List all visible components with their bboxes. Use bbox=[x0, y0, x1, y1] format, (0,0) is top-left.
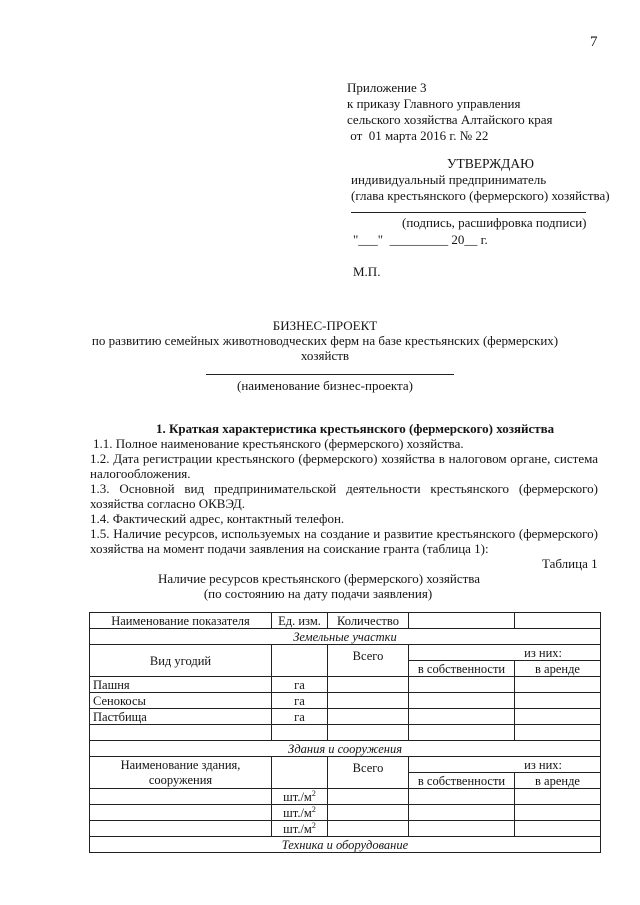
table-cell bbox=[328, 725, 409, 741]
paragraph-1-1: 1.1. Полное наименование крестьянского (фермерского) хозяйства. bbox=[93, 436, 464, 451]
table-cell bbox=[409, 789, 515, 805]
appendix-line-4: от 01 марта 2016 г. № 22 bbox=[347, 128, 489, 143]
land-header-row bbox=[90, 645, 601, 661]
paragraph-1-3: 1.3. Основной вид предпринимательской деятельности крестьянского (фермерского) хозяйства согласно ОКВЭД. bbox=[90, 481, 598, 511]
section-1-heading: 1. Краткая характеристика крестьянского (фермерского) хозяйства bbox=[156, 421, 555, 436]
table-cell bbox=[515, 789, 601, 805]
land-col-total: Всего bbox=[328, 645, 409, 677]
appendix-line-3: сельского хозяйства Алтайского края bbox=[347, 112, 553, 127]
unit-base: шт./м bbox=[283, 805, 312, 820]
table-row bbox=[90, 693, 601, 709]
table-cell bbox=[90, 725, 272, 741]
land-row-name: Пастбища bbox=[90, 709, 272, 725]
table-row bbox=[90, 805, 601, 821]
table-label: Таблица 1 bbox=[542, 556, 598, 571]
unit-exponent: 2 bbox=[311, 804, 316, 814]
section-land-label: Земельные участки bbox=[90, 629, 601, 645]
table-cell bbox=[409, 709, 515, 725]
unit-exponent: 2 bbox=[311, 820, 316, 830]
project-subtitle-1: по развитию семейных животноводческих ферм на базе крестьянских (фермерских) bbox=[91, 333, 559, 348]
table-cell bbox=[515, 677, 601, 693]
table-subtitle: (по состоянию на дату подачи заявления) bbox=[203, 586, 433, 601]
table-cell bbox=[515, 821, 601, 837]
appendix-line-1: Приложение 3 bbox=[347, 80, 427, 95]
table-cell bbox=[272, 725, 328, 741]
section-row-land bbox=[90, 629, 601, 645]
paragraph-1-4: 1.4. Фактический адрес, контактный телефон. bbox=[90, 511, 345, 526]
header-empty-cell bbox=[409, 613, 515, 629]
table-cell bbox=[328, 677, 409, 693]
table-cell bbox=[515, 709, 601, 725]
paragraph-1-5: 1.5. Наличие ресурсов, используемых на создание и развитие крестьянского (фермерского) хозяйства на момент подачи заявления на соискание гранта (таблица 1): bbox=[90, 526, 598, 556]
table-cell bbox=[409, 821, 515, 837]
table-cell bbox=[328, 709, 409, 725]
table-header-row bbox=[90, 613, 601, 629]
approval-line-1: индивидуальный предприниматель bbox=[351, 172, 547, 187]
table-cell bbox=[409, 805, 515, 821]
project-title: БИЗНЕС-ПРОЕКТ bbox=[272, 318, 378, 333]
page-number: 7 bbox=[590, 34, 598, 50]
project-subtitle-2: хозяйств bbox=[300, 348, 350, 363]
resources-table bbox=[89, 612, 601, 853]
table-cell bbox=[328, 805, 409, 821]
buildings-row-unit bbox=[272, 789, 328, 805]
land-row-name: Сенокосы bbox=[90, 693, 272, 709]
section-equipment-label: Техника и оборудование bbox=[90, 837, 601, 853]
table-row bbox=[90, 725, 601, 741]
buildings-col-total: Всего bbox=[328, 757, 409, 789]
table-cell bbox=[328, 789, 409, 805]
section-row-equipment bbox=[90, 837, 601, 853]
appendix-line-2: к приказу Главного управления bbox=[347, 96, 521, 111]
table-cell bbox=[515, 805, 601, 821]
land-row-unit: га bbox=[272, 709, 328, 725]
table-cell bbox=[90, 821, 272, 837]
buildings-col-leased: в аренде bbox=[515, 773, 601, 789]
section-buildings-label: Здания и сооружения bbox=[90, 741, 601, 757]
table-row bbox=[90, 821, 601, 837]
unit-base: шт./м bbox=[283, 789, 312, 804]
signature-caption: (подпись, расшифровка подписи) bbox=[402, 215, 587, 230]
header-empty-cell bbox=[515, 613, 601, 629]
table-row bbox=[90, 709, 601, 725]
stamp-label: М.П. bbox=[353, 264, 381, 279]
land-col-type: Вид угодий bbox=[90, 645, 272, 677]
buildings-col-name bbox=[90, 757, 272, 789]
buildings-row-unit bbox=[272, 805, 328, 821]
header-quantity: Количество bbox=[328, 613, 409, 629]
signature-line bbox=[351, 212, 586, 213]
buildings-col-owned: в собственности bbox=[409, 773, 515, 789]
header-unit: Ед. изм. bbox=[272, 613, 328, 629]
table-cell bbox=[515, 725, 601, 741]
table-cell bbox=[409, 693, 515, 709]
land-row-unit: га bbox=[272, 693, 328, 709]
table-cell bbox=[328, 821, 409, 837]
approval-title: УТВЕРЖДАЮ bbox=[447, 156, 535, 171]
project-name-line bbox=[206, 374, 454, 375]
table-cell bbox=[409, 677, 515, 693]
unit-base: шт./м bbox=[283, 821, 312, 836]
table-title: Наличие ресурсов крестьянского (фермерского) хозяйства bbox=[157, 571, 481, 586]
table-cell bbox=[409, 725, 515, 741]
table-cell bbox=[90, 805, 272, 821]
section-row-buildings bbox=[90, 741, 601, 757]
buildings-col-name-line-1: Наименование здания, bbox=[120, 757, 241, 772]
land-col-of-which: из них: bbox=[409, 645, 601, 661]
unit-exponent: 2 bbox=[311, 788, 316, 798]
buildings-row-unit bbox=[272, 821, 328, 837]
approval-date-line: "___" _________ 20__ г. bbox=[353, 232, 488, 247]
table-cell bbox=[515, 693, 601, 709]
land-row-unit: га bbox=[272, 677, 328, 693]
table-row bbox=[90, 677, 601, 693]
approval-line-2: (глава крестьянского (фермерского) хозяйства) bbox=[351, 188, 610, 203]
buildings-col-of-which: из них: bbox=[409, 757, 601, 773]
land-row-name: Пашня bbox=[90, 677, 272, 693]
table-row bbox=[90, 789, 601, 805]
table-cell bbox=[328, 693, 409, 709]
land-col-unit-empty bbox=[272, 645, 328, 677]
buildings-col-unit-empty bbox=[272, 757, 328, 789]
header-indicator: Наименование показателя bbox=[90, 613, 272, 629]
buildings-col-name-line-2: сооружения bbox=[148, 772, 213, 787]
table-cell bbox=[90, 789, 272, 805]
paragraph-1-2: 1.2. Дата регистрации крестьянского (фермерского) хозяйства в налоговом органе, система налогообложения. bbox=[90, 451, 598, 481]
project-name-caption: (наименование бизнес-проекта) bbox=[237, 378, 413, 393]
land-col-owned: в собственности bbox=[409, 661, 515, 677]
land-col-leased: в аренде bbox=[515, 661, 601, 677]
buildings-header-row bbox=[90, 757, 601, 773]
